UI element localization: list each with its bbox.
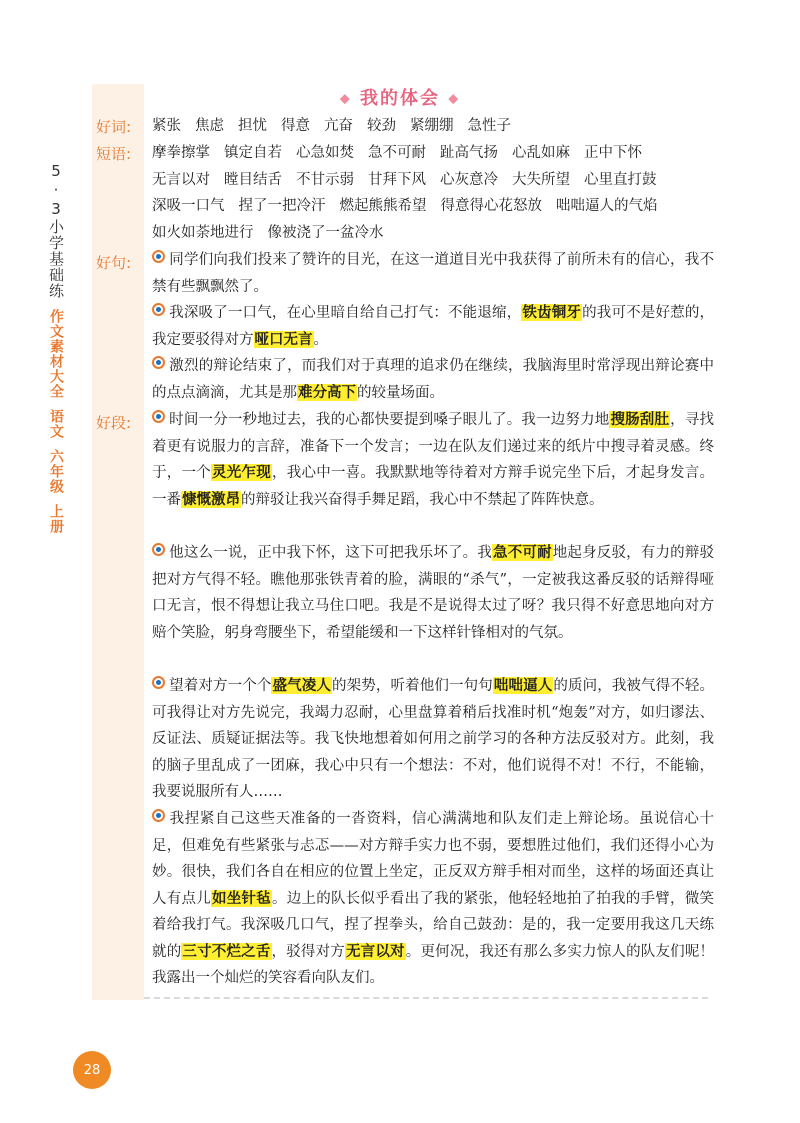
text-run: 。 bbox=[313, 331, 328, 348]
text-run: 。边上的队长似乎看出了我的紧张，他轻轻地拍了拍我的手臂，微笑着给我打气。我深吸几口气，捏了捏拳头，给自己鼓劲：是的，我一定要用我这几天练就的 bbox=[152, 890, 715, 960]
sentence-item bbox=[152, 247, 714, 300]
phrase: 如火如荼地进行 bbox=[152, 224, 254, 241]
text-run: 望着对方一个个 bbox=[169, 678, 272, 694]
highlighted-phrase: 咄咄逼人 bbox=[493, 677, 553, 694]
bullet-icon bbox=[152, 676, 165, 689]
bullet-icon bbox=[152, 543, 165, 556]
section-title-text: 我的体会 bbox=[360, 88, 440, 109]
highlighted-phrase: 铁齿铜牙 bbox=[522, 304, 582, 321]
bullet-icon bbox=[152, 356, 165, 369]
text-run: 我深吸了一口气，在心里暗自给自己打气：不能退缩， bbox=[169, 305, 522, 321]
text-run: 。更何况，我还有那么多实力惊人的队友们呢！我露出一个灿烂的笑容看向队友们。 bbox=[152, 943, 715, 986]
paragraph-item bbox=[152, 806, 714, 992]
highlighted-phrase: 慷慨激昂 bbox=[182, 490, 240, 508]
highlighted-phrase: 哑口无言 bbox=[254, 330, 313, 348]
right-diamond-icon: ◆ bbox=[448, 91, 461, 107]
highlighted-phrase: 如坐针毡 bbox=[211, 889, 271, 907]
good-word: 焦虑 bbox=[195, 118, 224, 134]
phrase: 大失所望 bbox=[512, 171, 570, 188]
phrase: 得意得心花怒放 bbox=[440, 198, 542, 214]
phrase: 深吸一口气 bbox=[152, 198, 225, 214]
good-word: 较劲 bbox=[367, 118, 396, 134]
side-strip bbox=[92, 84, 144, 1000]
series-label bbox=[44, 162, 68, 534]
phrase: 摩拳擦掌 bbox=[152, 145, 210, 161]
left-diamond-icon: ◆ bbox=[339, 91, 352, 107]
phrase: 甘拜下风 bbox=[368, 171, 426, 188]
highlighted-phrase: 三寸不烂之舌 bbox=[182, 942, 271, 960]
text-run: 的辩驳让我兴奋得手舞足蹈，我心中不禁起了阵阵快意。 bbox=[241, 491, 604, 508]
highlighted-phrase: 搜肠刮肚 bbox=[610, 411, 670, 428]
brand-text: 5·3小学基础练 bbox=[47, 162, 65, 299]
phrase: 正中下怀 bbox=[584, 145, 642, 161]
phrase-line bbox=[152, 167, 712, 194]
text-run: 地起身反驳，有力的辩驳把对方气得不轻。瞧他那张铁青着的脸，满眼的“杀气”，一定被我这番反驳的话辩得哑口无言，恨不得想让我立马住口吧。我是不是说得太过了呀？我只得不好意思地向对方赔个笑脸，躬身弯腰坐下，希望能缓和一下这样针锋相对的气氛。 bbox=[152, 545, 715, 641]
phrase-line bbox=[152, 193, 712, 220]
phrase-line bbox=[152, 140, 712, 167]
text-run: 的质问，我被气得不轻。可我得让对方先说完，我竭力忍耐，心里盘算着稍后找准时机“炮轰”对方，如归谬法、反证法、质疑证据法等。我飞快地想着如何用之前学习的各种方法反驳对方。此刻，我的脑子里乱成了一团麻，我心中只有一个想法：不对，他们说得不对！不行，不能输，我要说服所有人…… bbox=[152, 678, 715, 800]
phrase: 心乱如麻 bbox=[512, 145, 570, 161]
subject-text: 语文 bbox=[48, 409, 64, 439]
highlighted-phrase: 灵光乍现 bbox=[211, 464, 271, 481]
phrases-label: 短语: bbox=[96, 145, 132, 163]
phrase: 燃起熊熊希望 bbox=[339, 198, 427, 214]
text-run: 的架势，听着他们一句句 bbox=[331, 678, 493, 694]
bullet-icon bbox=[152, 250, 165, 263]
text-run: ，寻找着更有说服力的言辞，准备下一个发言；一边在队友们递过来的纸片中搜寻着灵感。终于，一个 bbox=[152, 412, 715, 481]
phrase-line bbox=[152, 220, 712, 247]
good-word: 得意 bbox=[281, 118, 310, 134]
sentence-item bbox=[152, 353, 714, 406]
phrase: 镇定自若 bbox=[224, 145, 282, 161]
text-run: 的我可不是好惹的，我定要驳得对方 bbox=[152, 305, 714, 348]
good-paragraphs-label: 好段: bbox=[96, 414, 132, 432]
phrases-list bbox=[152, 140, 712, 246]
phrase: 瞠目结舌 bbox=[224, 171, 282, 188]
text-run: 时间一分一秒地过去，我的心都快要提到嗓子眼儿了。我一边努力地 bbox=[169, 412, 610, 428]
sentence-item bbox=[152, 300, 714, 353]
paragraph-item bbox=[152, 540, 714, 646]
good-words-label: 好词: bbox=[96, 118, 132, 136]
text-run: ，我心中一喜。我默默地等待着对方辩手说完坐下后，才起身发言。一番 bbox=[152, 465, 715, 508]
phrase: 心灰意冷 bbox=[440, 171, 498, 188]
volume-text: 上册 bbox=[48, 504, 64, 534]
highlighted-phrase: 难分高下 bbox=[298, 383, 356, 401]
highlighted-phrase: 无言以对 bbox=[345, 942, 405, 960]
bullet-icon bbox=[152, 809, 165, 822]
text-run: 的较量场面。 bbox=[357, 384, 444, 401]
good-word: 急性子 bbox=[467, 118, 511, 134]
phrase: 像被浇了一盆冷水 bbox=[267, 224, 384, 241]
highlighted-phrase: 盛气凌人 bbox=[272, 677, 331, 694]
bullet-icon bbox=[152, 410, 165, 423]
section-title bbox=[300, 84, 500, 110]
phrase: 心里直打鼓 bbox=[584, 171, 657, 188]
good-word: 担忧 bbox=[238, 118, 267, 134]
phrase: 咄咄逼人的气焰 bbox=[556, 198, 658, 214]
phrase: 急不可耐 bbox=[368, 145, 426, 161]
bullet-icon bbox=[152, 303, 165, 316]
bottom-divider bbox=[144, 997, 708, 999]
good-word: 紧张 bbox=[152, 118, 181, 134]
phrase: 无言以对 bbox=[152, 171, 210, 188]
phrase: 不甘示弱 bbox=[296, 171, 354, 188]
paragraph-item bbox=[152, 407, 714, 513]
phrase: 心急如焚 bbox=[296, 145, 354, 161]
good-word: 紧绷绷 bbox=[410, 118, 454, 134]
grade-text: 六年级 bbox=[48, 449, 64, 494]
text-run: 同学们向我们投来了赞许的目光，在这一道道目光中我获得了前所未有的信心，我不禁有些飘飘然了。 bbox=[152, 252, 714, 295]
phrase: 趾高气扬 bbox=[440, 145, 498, 161]
phrase: 捏了一把冷汗 bbox=[238, 198, 326, 214]
page-number: 28 bbox=[73, 1051, 111, 1089]
paragraph-item bbox=[152, 673, 714, 806]
text-run: 他这么一说，正中我下怀，这下可把我乐坏了。我 bbox=[169, 545, 493, 561]
book-title: 作文素材大全 bbox=[48, 309, 64, 399]
good-words-list bbox=[152, 113, 712, 140]
text-run: 激烈的辩论结束了，而我们对于真理的追求仍在继续，我脑海里时常浮现出辩论赛中的点点滴滴，尤其是那 bbox=[152, 358, 714, 401]
good-word: 亢奋 bbox=[324, 118, 353, 134]
highlighted-phrase: 急不可耐 bbox=[493, 544, 552, 561]
text-run: ，驳得对方 bbox=[271, 943, 345, 960]
good-sentences-label: 好句: bbox=[96, 254, 132, 272]
text-run: 我捏紧自己这些天准备的一沓资料，信心满满地和队友们走上辩论场。虽说信心十足，但难免有些紧张与忐忑——对方辩手实力也不弱，要想胜过他们，我们还得小心为妙。很快，我们各自在相应的位置上坐定，正反双方辩手相对而坐，这样的场面还真让人有点儿 bbox=[152, 811, 714, 907]
